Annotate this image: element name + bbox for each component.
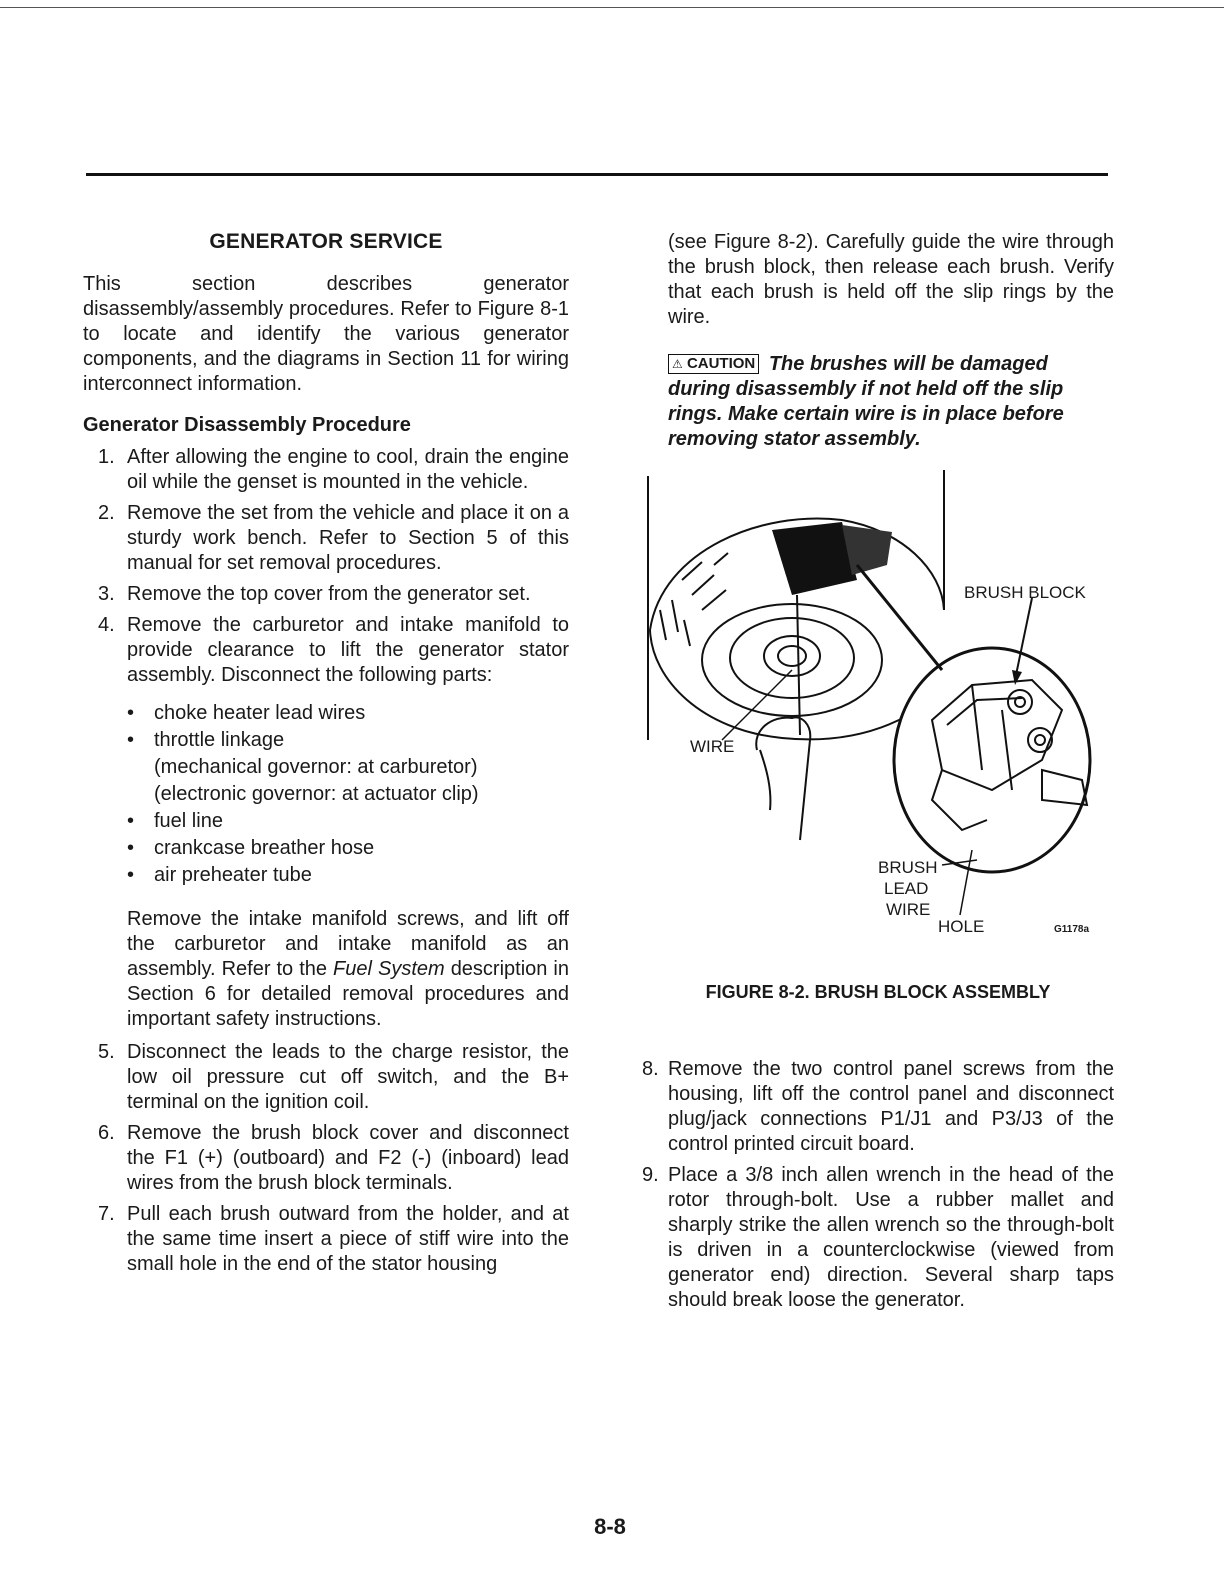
step-item (83, 1202, 569, 1277)
bullet-icon: • (127, 837, 135, 859)
manifold-text-end: description in Section 6 for detailed removal procedures and important safety instructions. (127, 958, 569, 1030)
step-text: Pull each brush outward from the holder, and at the same time insert a piece of stiff wire into the small hole in the end of the stator housing (127, 1203, 569, 1275)
parts-list-item (127, 862, 569, 889)
label-brush-lead-3: WIRE (886, 900, 931, 919)
step-number: 5. (98, 1041, 115, 1063)
step-item (83, 1121, 569, 1196)
figure-caption: FIGURE 8-2. BRUSH BLOCK ASSEMBLY (705, 982, 1051, 1002)
step-item (83, 613, 569, 688)
figure-id: G1178a (1054, 924, 1090, 935)
step-item (83, 1040, 569, 1115)
label-wire: WIRE (690, 737, 735, 756)
caution-block (668, 352, 1114, 452)
step-text: Remove the top cover from the generator set. (127, 583, 531, 605)
step-item (83, 501, 569, 576)
label-hole: HOLE (938, 917, 985, 936)
bullet-icon: • (127, 810, 135, 832)
bearing-ring-outer (702, 604, 882, 716)
page-number: 8-8 (594, 1514, 626, 1539)
rotor-bolt (778, 646, 806, 666)
part-subline: (mechanical governor: at carburetor) (154, 756, 478, 778)
label-brush-lead-1: BRUSH (878, 858, 938, 877)
parts-list-item (127, 808, 569, 835)
bullet-icon: • (127, 702, 135, 724)
caution-label (668, 354, 759, 374)
caution-text: The brushes will be damaged during disassembly if not held off the slip rings. Make certain wire is in place before removing stator assembly. (668, 353, 1064, 450)
manifold-text: Remove the intake manifold screws, and lift off the carburetor and intake manifold as an assembly. Refer to the (127, 908, 569, 980)
vent-fins (660, 600, 690, 646)
left-column (83, 230, 569, 1283)
detail-inset-circle (894, 648, 1090, 872)
parts-list-item (127, 727, 569, 808)
parts-list-item (127, 700, 569, 727)
brush-block-figure (642, 470, 1112, 950)
part-text: fuel line (154, 810, 223, 832)
steps-list-3 (630, 1057, 1114, 1313)
part-text: crankcase breather hose (154, 837, 375, 859)
part-text: air preheater tube (154, 864, 312, 886)
caution-label-text: CAUTION (686, 355, 756, 372)
brush-block-illustration (642, 470, 1112, 950)
step-text: Remove the two control panel screws from the housing, lift off the control panel and disconnect plug/jack connections P1/J1 and P3/J3 of the control printed circuit board. (668, 1058, 1114, 1155)
label-brush-lead-2: LEAD (884, 879, 929, 898)
bullet-icon: • (127, 864, 135, 886)
step-number: 3. (98, 583, 115, 605)
steps-list-1 (83, 445, 569, 688)
step-item (83, 582, 569, 607)
step-number: 6. (98, 1122, 115, 1144)
wire-leader-line (722, 670, 792, 740)
label-brush-block: BRUSH BLOCK (964, 583, 1086, 602)
step-number: 8. (642, 1058, 659, 1080)
intro-paragraph: This section describes generator disassembly/assembly procedures. Refer to Figure 8-1 to locate and identify the various generator components, and the diagrams in Section 11 for wiring interconnect information. (83, 273, 569, 395)
continued-paragraph: (see Figure 8-2). Carefully guide the wire through the brush block, then release each brush. Verify that each brush is held off the slip rings by the wire. (668, 231, 1114, 328)
parts-list-item (127, 835, 569, 862)
section-title: GENERATOR SERVICE (209, 230, 443, 253)
inset-connector-line (857, 565, 942, 670)
step-number: 7. (98, 1203, 115, 1225)
bullet-icon: • (127, 729, 135, 751)
fuel-system-ref: Fuel System (333, 958, 445, 980)
sub-heading: Generator Disassembly Procedure (83, 414, 411, 436)
step-text: After allowing the engine to cool, drain the engine oil while the genset is mounted in the vehicle. (127, 446, 569, 493)
manifold-paragraph (83, 907, 569, 1032)
part-text: choke heater lead wires (154, 702, 366, 724)
step-item (630, 1163, 1114, 1313)
step-item (83, 445, 569, 495)
warning-triangle-icon: ⚠ (672, 357, 683, 371)
step-text: Remove the brush block cover and disconnect the F1 (+) (outboard) and F2 (-) (inboard) lead wires from the brush block terminals. (127, 1122, 569, 1194)
step-number: 1. (98, 446, 115, 468)
parts-list (127, 700, 569, 889)
step-number: 9. (642, 1164, 659, 1186)
step-text: Remove the set from the vehicle and place it on a sturdy work bench. Refer to Section 5 of this manual for set removal procedures. (127, 502, 569, 574)
step-item (630, 1057, 1114, 1157)
header-rule (86, 173, 1108, 176)
step-text: Remove the carburetor and intake manifold to provide clearance to lift the generator stator assembly. Disconnect the following parts: (127, 614, 569, 686)
step-text: Disconnect the leads to the charge resistor, the low oil pressure cut off switch, and the B+ terminal on the ignition coil. (127, 1041, 569, 1113)
steps-list-2 (83, 1040, 569, 1277)
right-column (668, 230, 1114, 452)
step-number: 4. (98, 614, 115, 636)
step-number: 2. (98, 502, 115, 524)
top-edge-rule (0, 7, 1224, 8)
right-column-lower (630, 1057, 1114, 1319)
part-text: throttle linkage (154, 729, 285, 751)
part-subline: (electronic governor: at actuator clip) (154, 783, 479, 805)
step-text: Place a 3/8 inch allen wrench in the head of the rotor through-bolt. Use a rubber mallet and sharply strike the allen wrench so the through-bolt is driven in a counterclockwise (viewed from generator end) direction. Several sharp taps should break loose the generator. (668, 1164, 1114, 1311)
bearing-ring-inner (730, 618, 854, 698)
